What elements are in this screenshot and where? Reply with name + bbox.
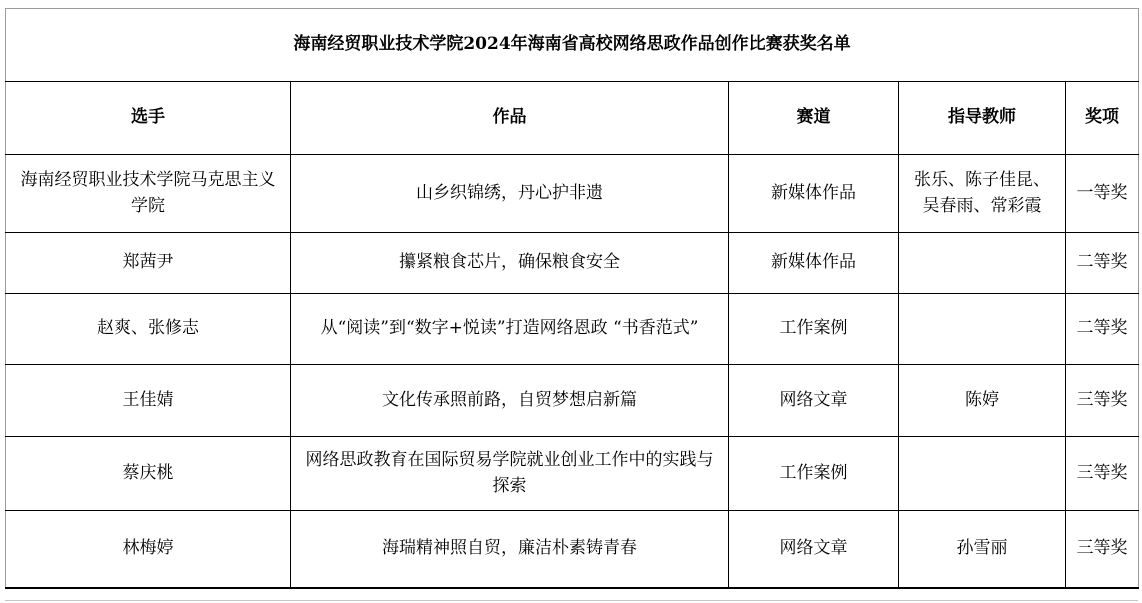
page-bottom-divider (5, 600, 1138, 601)
cell-track: 网络文章 (729, 511, 899, 588)
column-header-track: 赛道 (729, 82, 899, 155)
table-row (6, 437, 1139, 511)
cell-award: 三等奖 (1066, 365, 1139, 437)
cell-teacher (899, 437, 1066, 511)
cell-teacher (899, 294, 1066, 365)
column-header-contestant: 选手 (6, 82, 291, 155)
cell-award: 二等奖 (1066, 294, 1139, 365)
table-row (6, 155, 1139, 233)
table-row (6, 233, 1139, 294)
cell-track: 网络文章 (729, 365, 899, 437)
cell-contestant: 林梅婷 (6, 511, 291, 588)
title-row (6, 9, 1139, 82)
cell-contestant: 赵爽、张修志 (6, 294, 291, 365)
cell-contestant: 郑茜尹 (6, 233, 291, 294)
table-title: 海南经贸职业技术学院2024年海南省高校网络思政作品创作比赛获奖名单 (6, 9, 1139, 82)
cell-track: 工作案例 (729, 437, 899, 511)
cell-teacher (899, 233, 1066, 294)
cell-award: 三等奖 (1066, 511, 1139, 588)
cell-work: 从“阅读”到“数字+悦读”打造网络恩政 “书香范式” (291, 294, 729, 365)
cell-contestant: 海南经贸职业技术学院马克思主义学院 (6, 155, 291, 233)
cell-track: 新媒体作品 (729, 233, 899, 294)
column-header-award: 奖项 (1066, 82, 1139, 155)
cell-work: 山乡织锦绣，丹心护非遗 (291, 155, 729, 233)
cell-contestant: 蔡庆桃 (6, 437, 291, 511)
cell-award: 一等奖 (1066, 155, 1139, 233)
column-header-work: 作品 (291, 82, 729, 155)
cell-teacher: 张乐、陈子佳昆、吴春雨、常彩霞 (899, 155, 1066, 233)
cell-work: 攥紧粮食芯片，确保粮食安全 (291, 233, 729, 294)
cell-track: 新媒体作品 (729, 155, 899, 233)
cell-track: 工作案例 (729, 294, 899, 365)
column-header-teacher: 指导教师 (899, 82, 1066, 155)
table-row (6, 365, 1139, 437)
cell-work: 海瑞精神照自贸，廉洁朴素铸青春 (291, 511, 729, 588)
cell-award: 二等奖 (1066, 233, 1139, 294)
cell-award: 三等奖 (1066, 437, 1139, 511)
awards-table (5, 8, 1139, 589)
cell-teacher: 陈婷 (899, 365, 1066, 437)
cell-contestant: 王佳婧 (6, 365, 291, 437)
table-row (6, 294, 1139, 365)
cell-work: 文化传承照前路，自贸梦想启新篇 (291, 365, 729, 437)
cell-teacher: 孙雪丽 (899, 511, 1066, 588)
cell-work: 网络思政教育在国际贸易学院就业创业工作中的实践与探索 (291, 437, 729, 511)
table-row (6, 511, 1139, 588)
header-row (6, 82, 1139, 155)
